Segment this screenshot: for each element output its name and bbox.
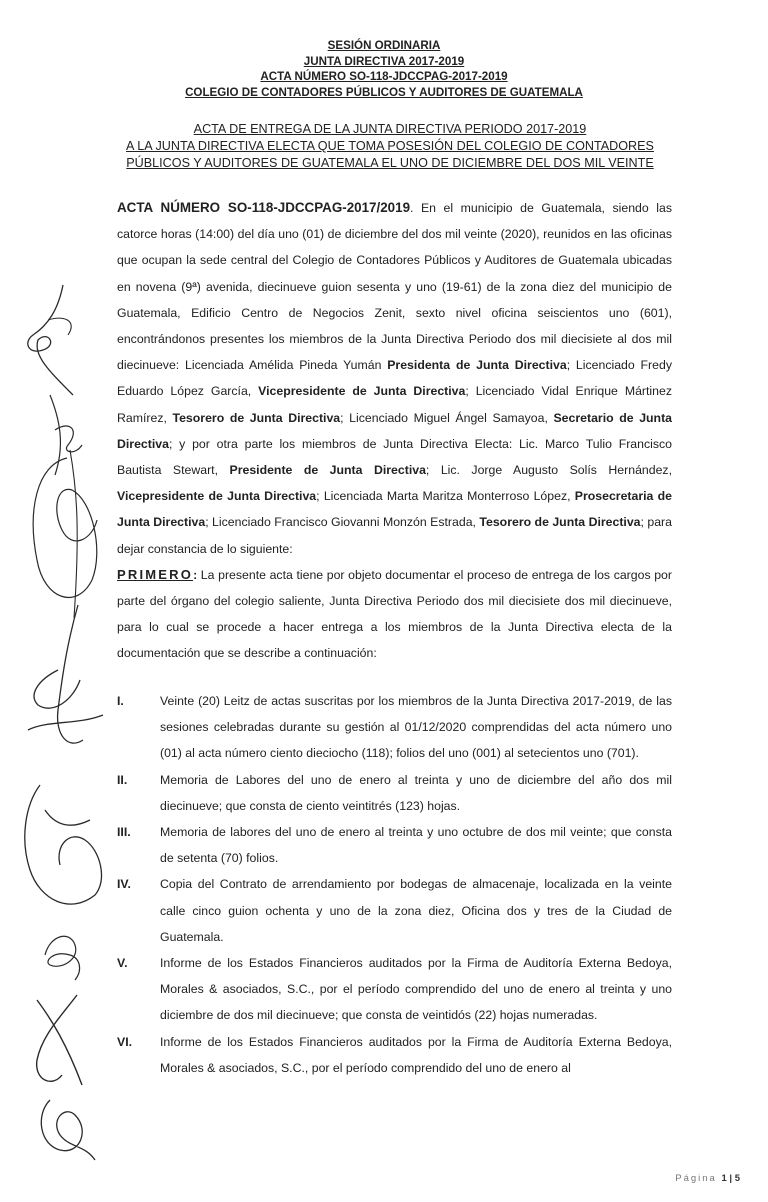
- header-organization: COLEGIO DE CONTADORES PÚBLICOS Y AUDITORES DE GUATEMALA: [185, 85, 583, 99]
- role-presidente-electo: Presidente de Junta Directiva: [229, 463, 426, 478]
- header-board: JUNTA DIRECTIVA 2017-2019: [303, 54, 465, 68]
- header-session-type: SESIÓN ORDINARIA: [327, 39, 441, 52]
- intro-text: ; Licenciado Francisco Giovanni Monzón Estrada,: [205, 515, 480, 530]
- signature-7: [22, 990, 92, 1090]
- item-number: II.: [117, 772, 128, 787]
- intro-paragraph: [117, 195, 672, 562]
- intro-text: ; Licenciado Miguel Ángel Samayoa,: [340, 410, 554, 425]
- primero-paragraph: [117, 562, 672, 667]
- page-label: Página: [675, 1173, 717, 1184]
- signature-3: [22, 450, 112, 620]
- signature-5: [10, 780, 110, 920]
- intro-text: ; Licenciada Marta Maritza Monterroso López,: [316, 489, 575, 504]
- signature-4: [8, 600, 108, 770]
- title-line-1: ACTA DE ENTREGA DE LA JUNTA DIRECTIVA PERIODO 2017-2019: [193, 122, 587, 136]
- page-footer: [675, 1173, 740, 1184]
- act-number-lead: ACTA NÚMERO SO-118-JDCCPAG-2017/2019: [117, 200, 411, 215]
- item-text: Veinte (20) Leitz de actas suscritas por los miembros de la Junta Directiva 2017-2019, de las sesiones celebradas durante su gestión al 01/12/2020 comprendidas del acta número uno (01) al acta número ciento dieciocho (118); folios del uno (001) al setecientos uno (701).: [160, 694, 672, 761]
- title-line-3: PÚBLICOS Y AUDITORES DE GUATEMALA EL UNO DE DICIEMBRE DEL DOS MIL VEINTE: [126, 156, 654, 170]
- item-number: III.: [117, 825, 131, 840]
- primero-colon: :: [193, 567, 198, 582]
- margin-signatures: [0, 260, 120, 1160]
- intro-text: . En el municipio de Guatemala, siendo las catorce horas (14:00) del día uno (01) de diciembre del dos mil veinte (2020), reunidos en las oficinas que ocupan la sede central del Colegio de Contadores Públicos y Auditores de Guatemala ubicadas en novena (9ª) avenida, diecinueve guion sesenta y uno (19-61) de la zona diez del municipio de Guatemala, Edificio Centro de Negocios Zenit, sexto nivel oficina seiscientos uno (601), encontrándonos presentes los miembros de la Junta Directiva Periodo dos mil diecisiete al dos mil diecinueve: Licenciada Amélida Pineda Yumán: [117, 201, 672, 373]
- role-presidenta: Presidenta de Junta Directiva: [387, 358, 567, 373]
- primero-label: PRIMERO: [117, 566, 194, 582]
- intro-text: ; Lic. Jorge Augusto Solís Hernández,: [425, 463, 672, 478]
- documents-list: [117, 688, 672, 1081]
- intro-text: ; para dejar constancia de lo siguiente:: [117, 515, 672, 556]
- title-line-2: A LA JUNTA DIRECTIVA ELECTA QUE TOMA POSESIÓN DEL COLEGIO DE CONTADORES: [126, 139, 654, 153]
- signature-6: [35, 925, 95, 985]
- item-text: Memoria de labores del uno de enero al treinta y uno octubre de dos mil veinte; que consta de setenta (70) folios.: [160, 825, 672, 866]
- intro-text: ; Licenciado Fredy Eduardo López García,: [117, 358, 672, 399]
- role-vicepresidente: Vicepresidente de Junta Directiva: [258, 384, 466, 399]
- primero-text: La presente acta tiene por objeto documentar el proceso de entrega de los cargos por parte del órgano del colegio saliente, Junta Directiva Periodo dos mil diecisiete dos mil diecinueve, para lo cual se procede a hacer entrega a los miembros de la Junta Directiva electa de la documentación que se describe a continuación:: [117, 567, 672, 661]
- list-item: [117, 1029, 672, 1081]
- intro-text: ; Licenciado Vidal Enrique Mártinez Ramírez,: [117, 384, 672, 425]
- item-text: Copia del Contrato de arrendamiento por bodegas de almacenaje, localizada en la veinte calle cinco guion ochenta y uno de la zona diez, Oficina dos y tres de la Ciudad de Guatemala.: [160, 877, 672, 944]
- role-vicepresidente-electo: Vicepresidente de Junta Directiva: [117, 489, 317, 504]
- header-act-number: ACTA NÚMERO SO-118-JDCCPAG-2017-2019: [260, 70, 508, 83]
- item-text: Informe de los Estados Financieros auditados por la Firma de Auditoría Externa Bedoya, Morales & asociados, S.C., por el período comprendido del uno de enero al: [160, 1034, 672, 1075]
- role-tesorero-electo: Tesorero de Junta Directiva: [479, 515, 641, 530]
- intro-text: ; y por otra parte los miembros de Junta Directiva Electa: Lic. Marco Tulio Francisco Bautista Stewart,: [117, 436, 672, 478]
- list-item: [117, 871, 672, 950]
- role-prosecretaria-electa: Prosecretaria de Junta Directiva: [117, 489, 672, 530]
- item-number: I.: [117, 694, 124, 708]
- signature-8: [30, 1090, 100, 1170]
- list-item: [117, 688, 672, 767]
- page-number: 1 | 5: [721, 1173, 740, 1184]
- signature-1: [18, 280, 88, 400]
- item-text: Informe de los Estados Financieros auditados por la Firma de Auditoría Externa Bedoya, Morales & asociados, S.C., por el período comprendido del uno de enero al treinta y uno diciembre de dos mil diecinueve; que consta de veintidós (22) hojas numeradas.: [160, 956, 672, 1023]
- act-body: [117, 195, 672, 667]
- item-number: V.: [117, 956, 128, 971]
- item-number: IV.: [117, 877, 131, 892]
- list-item: [117, 950, 672, 1029]
- item-number: VI.: [117, 1034, 133, 1049]
- session-header: [0, 38, 768, 100]
- role-secretario: Secretario de Junta Directiva: [117, 410, 673, 451]
- item-text: Memoria de Labores del uno de enero al treinta y uno de diciembre del año dos mil diecinueve; que consta de ciento veintitrés (123) hojas.: [160, 772, 672, 813]
- act-title: [90, 121, 690, 172]
- role-tesorero: Tesorero de Junta Directiva: [172, 410, 341, 425]
- list-item: [117, 767, 672, 819]
- list-item: [117, 819, 672, 871]
